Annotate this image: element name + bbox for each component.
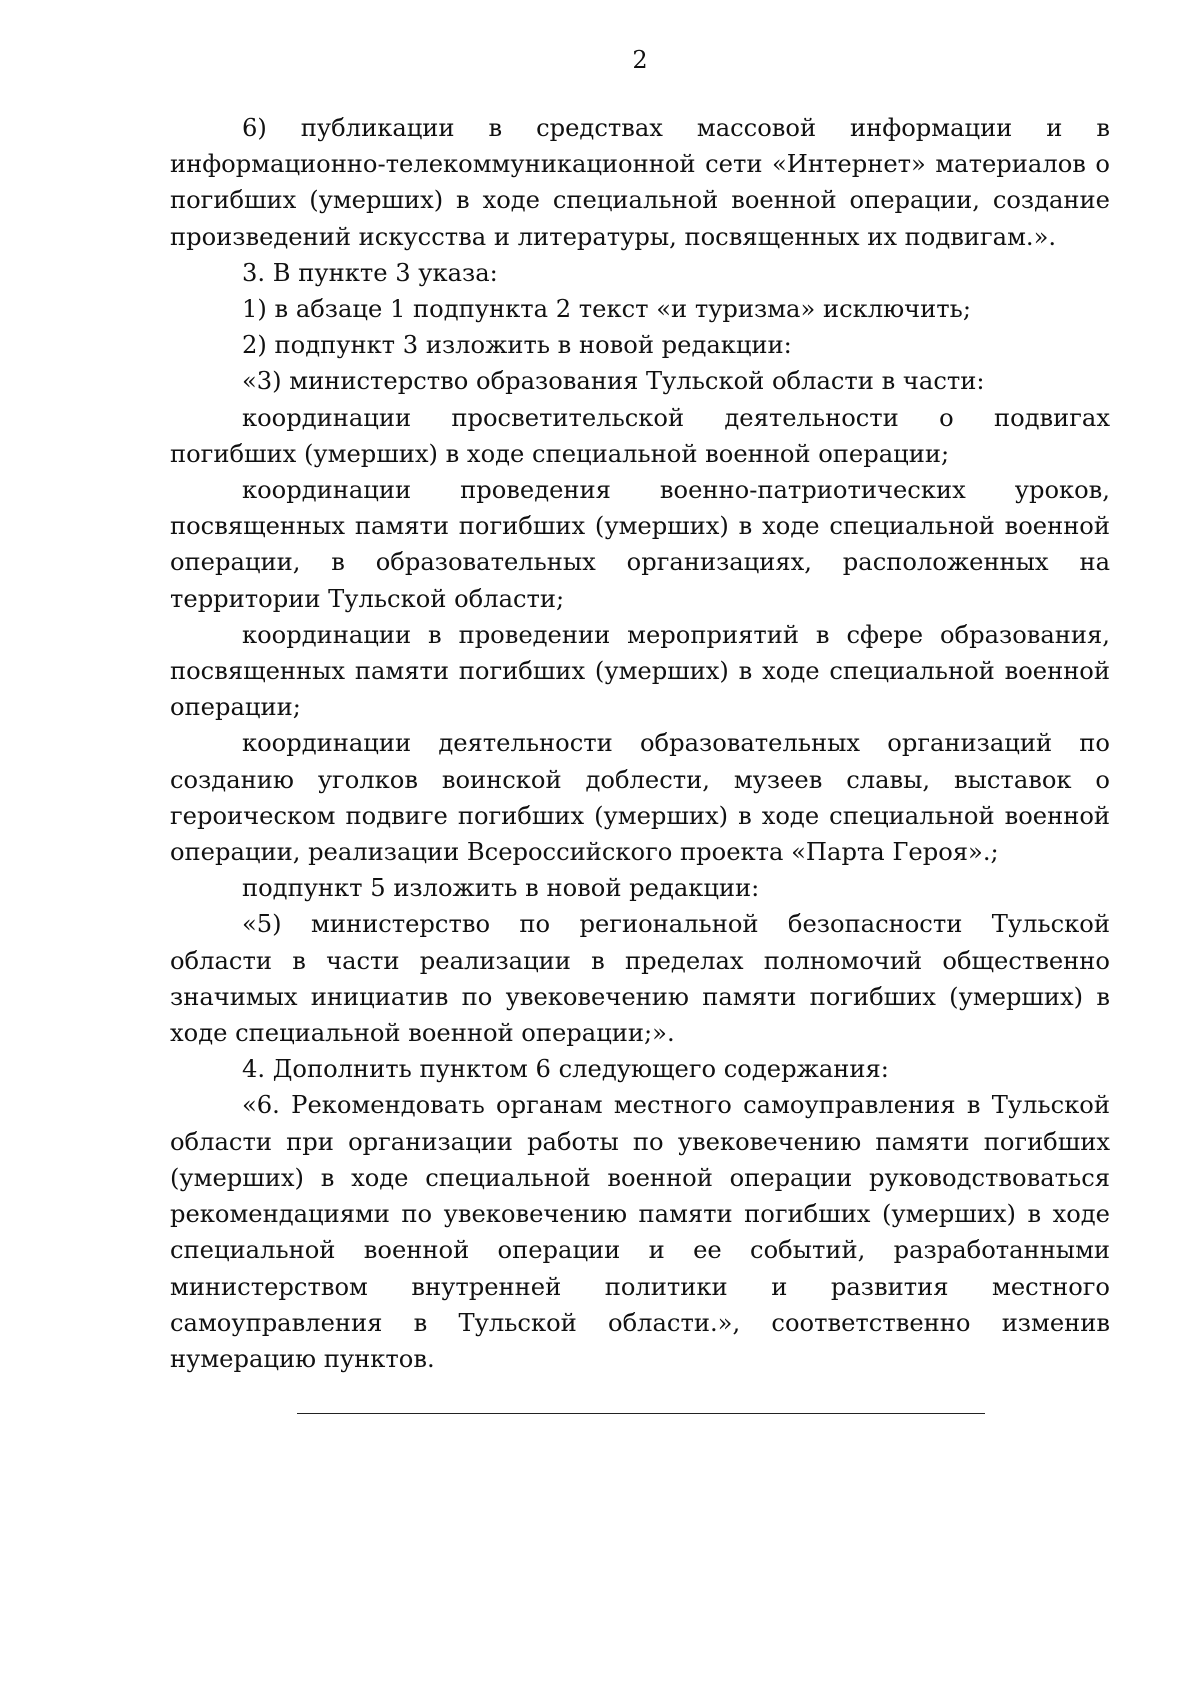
paragraph-item-6-recommendation: «6. Рекомендовать органам местного самоуправления в Тульской области при организации работы по увековечению памяти погибших (умерших) в ходе специальной военной операции руководствоваться рекомендациями по увековечению памяти погибших (умерших) в ходе специальной военной операции и ее событий, разработанными министерством внутренней политики и развития местного самоуправления в Тульской области.», соответственно изменив нумерацию пунктов. [170,1091,1110,1373]
paragraph-subitem-2-new-edition: 2) подпункт 3 изложить в новой редакции: [242,331,792,360]
paragraph-ministry-security: «5) министерство по региональной безопасности Тульской области в части реализации в пределах полномочий общественно значимых инициатив по увековечению памяти погибших (умерших) в ходе специальной военной операции;». [170,910,1110,1048]
paragraph-coordination-events: координации в проведении мероприятий в сфере образования, посвященных памяти погибших (умерших) в ходе специальной военной операции; [170,620,1110,722]
paragraph-subitem-1-abzac: 1) в абзаце 1 подпункта 2 текст «и туризма» исключить; [242,295,971,324]
closing-separator-line [297,1413,985,1414]
paragraph-coordination-education-activity: координации просветительской деятельности о подвигах погибших (умерших) в ходе специальной военной операции; [170,403,1110,468]
paragraph-coordination-museums: координации деятельности образовательных организаций по созданию уголков воинской доблести, музеев славы, выставок о героическом подвиге погибших (умерших) в ходе специальной военной операции, реализации Всероссийского проекта «Парта Героя».; [170,729,1110,867]
paragraph-ministry-education: «3) министерство образования Тульской области в части: [242,367,985,396]
paragraph-coordination-lessons: координации проведения военно-патриотических уроков, посвященных памяти погибших (умерших) в ходе специальной военной операции, в образовательных организациях, расположенных на территории Тульской области; [170,476,1110,613]
document-body [170,110,1110,1377]
paragraph-item-3-header: 3. В пункте 3 указа: [242,258,498,287]
page-number: 2 [632,46,648,74]
paragraph-subitem-6-publications: 6) публикации в средствах массовой информации и в информационно-телекоммуникационной сети «Интернет» материалов о погибших (умерших) в ходе специальной военной операции, создание произведений искусства и литературы, посвященных их подвигам.». [170,114,1110,251]
paragraph-item-4-add: 4. Дополнить пунктом 6 следующего содержания: [242,1055,889,1084]
paragraph-subitem-5-new-edition: подпункт 5 изложить в новой редакции: [242,874,760,903]
